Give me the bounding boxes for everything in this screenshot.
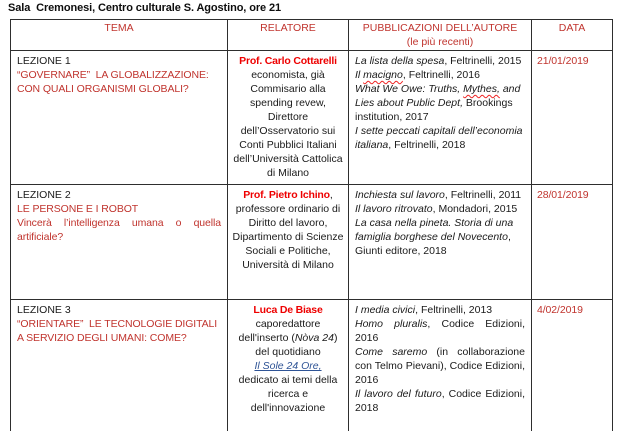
text-segment: Come saremo	[355, 346, 428, 358]
text-segment: , Feltrinelli, 2016	[402, 69, 480, 81]
tema-cell	[11, 185, 228, 300]
page-title: Sala Cremonesi, Centro culturale S. Agostino, ore 21	[8, 2, 282, 14]
data-cell	[532, 185, 613, 300]
publication-item	[355, 345, 525, 387]
column-header-pubblicazioni-sub: (le più recenti)	[406, 36, 474, 48]
text-segment: Inchiesta sul lavoro	[355, 189, 445, 201]
publication-item	[355, 54, 525, 68]
text-segment: caporedattore dell'inserto (	[238, 318, 321, 344]
lecture-title-line: A SERVIZIO DEGLI UMANI: COME?	[17, 332, 187, 344]
column-header-pubblicazioni-label: PUBBLICAZIONI DELL’AUTORE	[362, 22, 518, 34]
table-row	[11, 185, 613, 300]
publication-item	[355, 188, 525, 202]
publication-item	[355, 202, 525, 216]
speaker-name-line	[231, 188, 345, 202]
speaker-name-suffix: ,	[329, 189, 333, 201]
text-segment: Il	[355, 69, 364, 81]
data-cell	[532, 300, 613, 431]
pubblicazioni-cell	[349, 185, 532, 300]
text-segment: I media civici	[355, 304, 416, 316]
publication-item	[355, 68, 525, 82]
column-header-relatore-label: RELATORE	[260, 22, 316, 34]
tema-cell	[11, 51, 228, 185]
text-segment: I sette peccati capitali dell’economia italiana	[355, 125, 523, 151]
text-segment: Homo pluralis	[355, 318, 428, 330]
text-segment: , Feltrinelli, 2013	[415, 304, 493, 316]
text-segment: (in collaborazione con Telmo Pievani), Codice Edizioni, 2016	[355, 346, 525, 386]
column-header-tema-label: TEMA	[104, 22, 134, 34]
speaker-description	[231, 202, 345, 272]
table-row	[11, 300, 613, 431]
lecture-title-line: “GOVERNARE” LA GLOBALIZZAZIONE:	[17, 69, 209, 81]
lecture-date: 4/02/2019	[537, 304, 583, 316]
header-row	[11, 20, 613, 51]
text-segment: , Codice Edizioni, 2018	[355, 388, 526, 414]
data-cell	[532, 51, 613, 185]
text-segment: ) del quotidiano	[255, 332, 338, 358]
text-segment: La lista della spesa	[355, 55, 445, 67]
lecture-label: LEZIONE 2	[17, 189, 71, 201]
publication-item	[355, 387, 525, 415]
text-segment: dedicato ai temi della ricerca e dell'innovazione	[238, 374, 338, 414]
column-header-tema	[11, 20, 228, 51]
publication-item	[355, 216, 525, 258]
text-segment: , Feltrinelli, 2011	[444, 189, 522, 201]
column-header-data-label: DATA	[558, 22, 586, 34]
text-segment: La casa nella pineta. Storia di una famiglia borghese del Novecento	[355, 217, 514, 243]
lecture-title-line: “ORIENTARE” LE TECNOLOGIE DIGITALI	[17, 318, 218, 330]
sole24ore-link[interactable]: Il Sole 24 Ore,	[254, 360, 322, 372]
speaker-name-line	[231, 54, 345, 68]
text-segment: , Mondadori, 2015	[432, 203, 518, 215]
table-body	[11, 51, 613, 431]
text-segment: , Feltrinelli, 2015	[444, 55, 522, 67]
text-segment: Il lavoro ritrovato	[355, 203, 433, 215]
publication-item	[355, 303, 525, 317]
text-segment: Brookings institution, 2017	[355, 97, 513, 123]
text-segment: , Giunti editore, 2018	[355, 231, 511, 257]
speaker-name: Prof. Pietro Ichino	[243, 189, 330, 201]
text-segment: and Lies about Public Dept,	[355, 83, 521, 109]
publication-item	[355, 317, 525, 345]
table-row	[11, 51, 613, 185]
text-segment: Nòva 24	[294, 332, 334, 344]
column-header-data	[532, 20, 613, 51]
text-segment: professore ordinario di Diritto del lavoro, Dipartimento di Scienze Sociali e Politiche, Università di Milano	[232, 203, 344, 271]
text-segment: , Codice Edizioni, 2016	[355, 318, 525, 344]
lecture-schedule-table	[10, 19, 613, 431]
lecture-date: 28/01/2019	[537, 189, 589, 201]
lecture-label: LEZIONE 1	[17, 55, 71, 67]
tema-cell	[11, 300, 228, 431]
lecture-title-line: CON QUALI ORGANISMI GLOBALI?	[17, 83, 189, 95]
spellcheck-flagged-text: Mythes,	[463, 83, 500, 95]
lecture-date: 21/01/2019	[537, 55, 589, 67]
publication-item	[355, 124, 525, 152]
text-segment: What We Owe: Truths,	[355, 83, 464, 95]
lecture-label: LEZIONE 3	[17, 304, 71, 316]
column-header-relatore	[228, 20, 349, 51]
relatore-cell	[228, 185, 349, 300]
text-segment: economista, già Commisario alla spending revew, Direttore dell’Osservatorio sui Conti Pubblici Italiani dell’Università Cattolica di Milano	[233, 69, 343, 179]
speaker-name: Luca De Biase	[253, 304, 323, 316]
relatore-cell	[228, 300, 349, 431]
speaker-name-line	[231, 303, 345, 317]
relatore-cell	[228, 51, 349, 185]
speaker-description	[231, 317, 345, 415]
speaker-name: Prof. Carlo Cottarelli	[239, 55, 337, 67]
pubblicazioni-cell	[349, 51, 532, 185]
lecture-subtitle: Vincerà l’intelligenza umana o quella artificiale?	[17, 217, 221, 243]
column-header-pubblicazioni	[349, 20, 532, 51]
text-segment: Il lavoro del futuro	[355, 388, 442, 400]
spellcheck-flagged-text: macigno	[363, 69, 403, 81]
publication-item	[355, 82, 525, 124]
speaker-description	[231, 68, 345, 180]
text-segment: , Feltrinelli, 2018	[388, 139, 466, 151]
lecture-title-line: LE PERSONE E I ROBOT	[17, 203, 139, 215]
pubblicazioni-cell	[349, 300, 532, 431]
